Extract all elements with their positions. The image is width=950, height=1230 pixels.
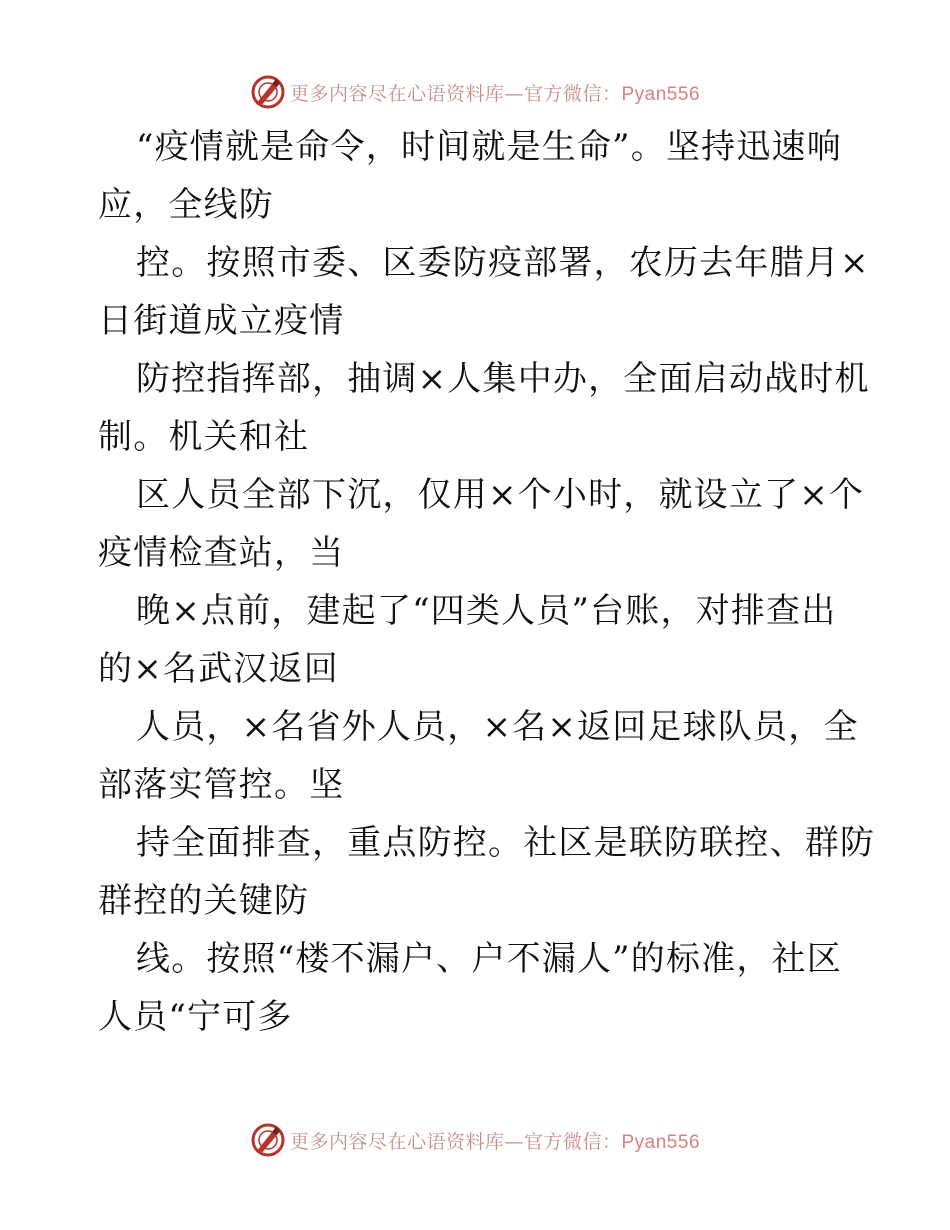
pen-logo-icon bbox=[250, 74, 286, 110]
body-line: 疫情检查站，当 bbox=[98, 533, 345, 573]
document-body bbox=[98, 118, 876, 1046]
watermark-text bbox=[290, 79, 700, 106]
watermark-text bbox=[290, 1127, 700, 1154]
footer-watermark bbox=[0, 1120, 950, 1160]
watermark-handle: Pyan556 bbox=[621, 83, 701, 105]
watermark-wechat-label: 官方微信： bbox=[523, 1130, 622, 1153]
watermark-brand: 更多内容尽在心语资料库 bbox=[289, 82, 505, 105]
watermark-wechat-label: 官方微信： bbox=[523, 82, 622, 105]
body-line: 制。机关和社 bbox=[98, 417, 310, 457]
body-line: 区人员全部下沉，仅用×个小时，就设立了×个 bbox=[136, 475, 865, 515]
body-line: 人员，×名省外人员，×名×返回足球队员，全 bbox=[136, 707, 859, 747]
watermark-separator: — bbox=[504, 1130, 524, 1153]
body-line: 应，全线防 bbox=[98, 185, 274, 225]
body-line: 持全面排查，重点防控。社区是联防联控、群防 bbox=[136, 823, 876, 863]
body-line: 部落实管控。坚 bbox=[98, 765, 345, 805]
watermark-handle: Pyan556 bbox=[621, 1131, 701, 1153]
pen-logo-icon bbox=[250, 1122, 286, 1158]
header-watermark bbox=[0, 72, 950, 112]
watermark-separator: — bbox=[504, 82, 524, 105]
body-line: 线。按照“楼不漏户、户不漏人”的标准，社区 bbox=[136, 939, 842, 979]
body-line: 群控的关键防 bbox=[98, 881, 310, 921]
body-line: 防控指挥部，抽调×人集中办，全面启动战时机 bbox=[136, 359, 870, 399]
body-line: 日街道成立疫情 bbox=[98, 301, 345, 341]
body-line: 人员“宁可多 bbox=[98, 997, 293, 1037]
body-line: “疫情就是命令，时间就是生命”。坚持迅速响 bbox=[136, 127, 842, 167]
body-line: 控。按照市委、区委防疫部署，农历去年腊月× bbox=[136, 243, 870, 283]
body-line: 的×名武汉返回 bbox=[98, 649, 339, 689]
watermark-brand: 更多内容尽在心语资料库 bbox=[289, 1130, 505, 1153]
body-line: 晚×点前，建起了“四类人员”台账，对排查出 bbox=[136, 591, 837, 631]
